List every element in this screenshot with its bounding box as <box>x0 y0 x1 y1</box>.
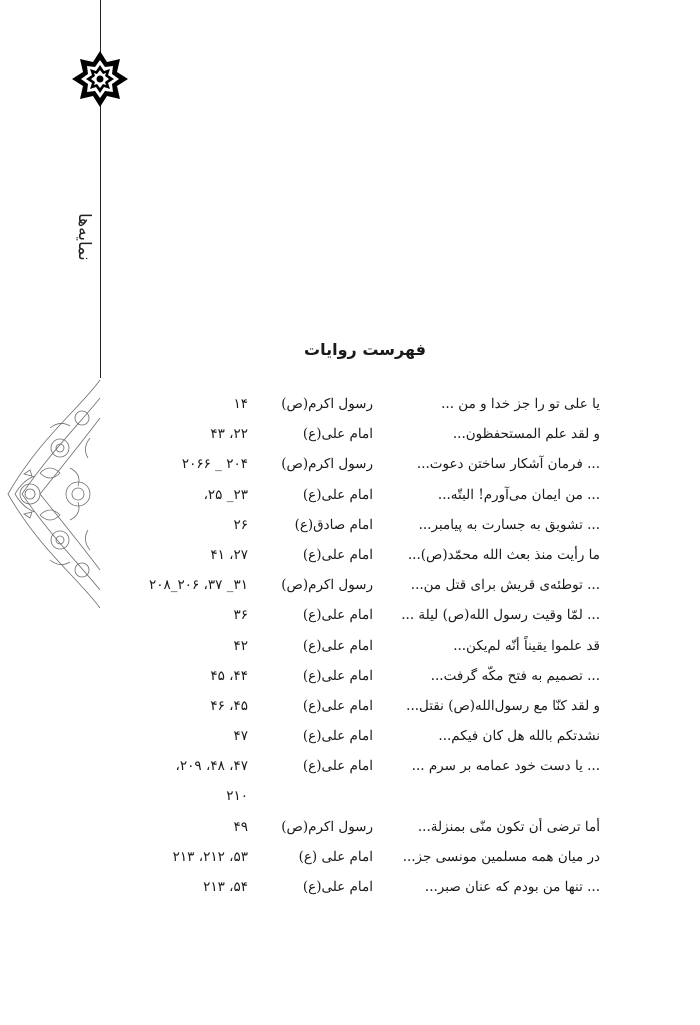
narrator: امام علی(ع) <box>302 637 373 654</box>
narrator: رسول اکرم(ص) <box>281 396 373 412</box>
narrator: امام علی(ع) <box>302 546 373 563</box>
page-numbers: ۵۴، ۲۱۳ <box>203 879 248 895</box>
list-item <box>0 754 700 784</box>
list-item <box>0 603 700 633</box>
narration-text: ... فرمان آشکار ساختن دعوت... <box>416 456 600 473</box>
narrator: رسول اکرم(ص) <box>281 456 373 473</box>
list-item <box>0 513 700 543</box>
narration-text: ... توطئه‌ی قریش برای قتل من... <box>410 577 600 594</box>
page-numbers: ۲۱۰ <box>226 788 248 805</box>
page-numbers: ۴۵، ۴۶ <box>210 697 248 714</box>
list-item <box>0 664 700 694</box>
narration-text: أما ترضی أن تکون منّی بمنزلة... <box>417 818 600 835</box>
list-item <box>0 784 700 814</box>
narrator: امام علی(ع) <box>302 728 373 745</box>
list-item <box>0 724 700 754</box>
list-item <box>0 452 700 482</box>
page-numbers: ۱۴ <box>233 396 248 412</box>
narrator: امام علی(ع) <box>302 426 373 443</box>
page-numbers: ۴۷، ۴۸، ۲۰۹، <box>175 758 248 775</box>
page-numbers: ۳۶ <box>233 607 248 624</box>
page-numbers: ۲۰۴ _ ۲۰۶۶ <box>181 456 248 473</box>
page-numbers: ۲۷، ۴۱ <box>210 546 248 563</box>
page-numbers: ۴۲ <box>233 637 248 654</box>
list-item <box>0 815 700 845</box>
narration-text: ... لمّا وقیت رسول الله(ص) لیلة ... <box>401 607 600 624</box>
section-side-title: نمایه‌ها <box>74 213 94 261</box>
narration-text: ... تصمیم به فتح مکّه گرفت... <box>430 667 600 684</box>
page-numbers: ۲۳_ ۲۵، <box>203 486 248 503</box>
narrator: رسول اکرم(ص) <box>281 577 373 594</box>
page-numbers: ۴۴، ۴۵ <box>210 667 248 684</box>
page-numbers: ۳۱_ ۳۷، ۲۰۶_۲۰۸ <box>148 577 248 594</box>
page-numbers: ۲۶ <box>233 516 248 533</box>
list-item <box>0 694 700 724</box>
narration-text: ما رأیت منذ بعث الله محمّد(ص)... <box>407 546 600 563</box>
list-item <box>0 845 700 875</box>
narration-text: ... من ایمان می‌آورم! البتّه... <box>437 486 600 503</box>
narrator: امام علی(ع) <box>302 758 373 775</box>
page-numbers: ۴۷ <box>233 728 248 745</box>
narration-text: قد علموا یقیناً أنّه لم‌یکن... <box>453 637 600 654</box>
narrator: امام صادق(ع) <box>294 516 373 533</box>
narration-text: یا علی تو را جز خدا و من ... <box>441 396 600 412</box>
list-item <box>0 483 700 513</box>
star-ornament-icon <box>71 50 129 108</box>
narrator: امام علی(ع) <box>302 879 373 895</box>
narration-text: نشدتکم بالله هل کان فیکم... <box>438 728 600 745</box>
narrator: امام علی(ع) <box>302 667 373 684</box>
list-item <box>0 573 700 603</box>
narration-text: ... تنها من بودم که عنان صبر... <box>424 879 600 895</box>
narration-text: و لقد علم المستحفظون... <box>452 426 600 443</box>
narrations-index-list <box>0 392 700 905</box>
narration-text: در میان همه مسلمین مونسی جز... <box>402 848 600 865</box>
list-item <box>0 875 700 905</box>
list-item <box>0 634 700 664</box>
narrator: امام علی(ع) <box>302 486 373 503</box>
narrator: امام علی(ع) <box>302 697 373 714</box>
page-numbers: ۴۹ <box>233 818 248 835</box>
narrator: رسول اکرم(ص) <box>281 818 373 835</box>
narrator: امام علی(ع) <box>302 607 373 624</box>
narration-text: ... تشویق به جسارت به پیامبر... <box>418 516 600 533</box>
narrator: امام علی (ع) <box>298 848 373 865</box>
page-title: فهرست روایات <box>304 340 426 359</box>
list-item <box>0 543 700 573</box>
narration-text: و لقد کنّا مع رسول‌الله(ص) نقتل... <box>406 697 600 714</box>
page-numbers: ۵۳، ۲۱۲، ۲۱۳ <box>172 848 248 865</box>
narration-text: ... یا دست خود عمامه بر سرم ... <box>411 758 600 775</box>
page-numbers: ۲۲، ۴۳ <box>210 426 248 443</box>
list-item <box>0 392 700 422</box>
list-item <box>0 422 700 452</box>
